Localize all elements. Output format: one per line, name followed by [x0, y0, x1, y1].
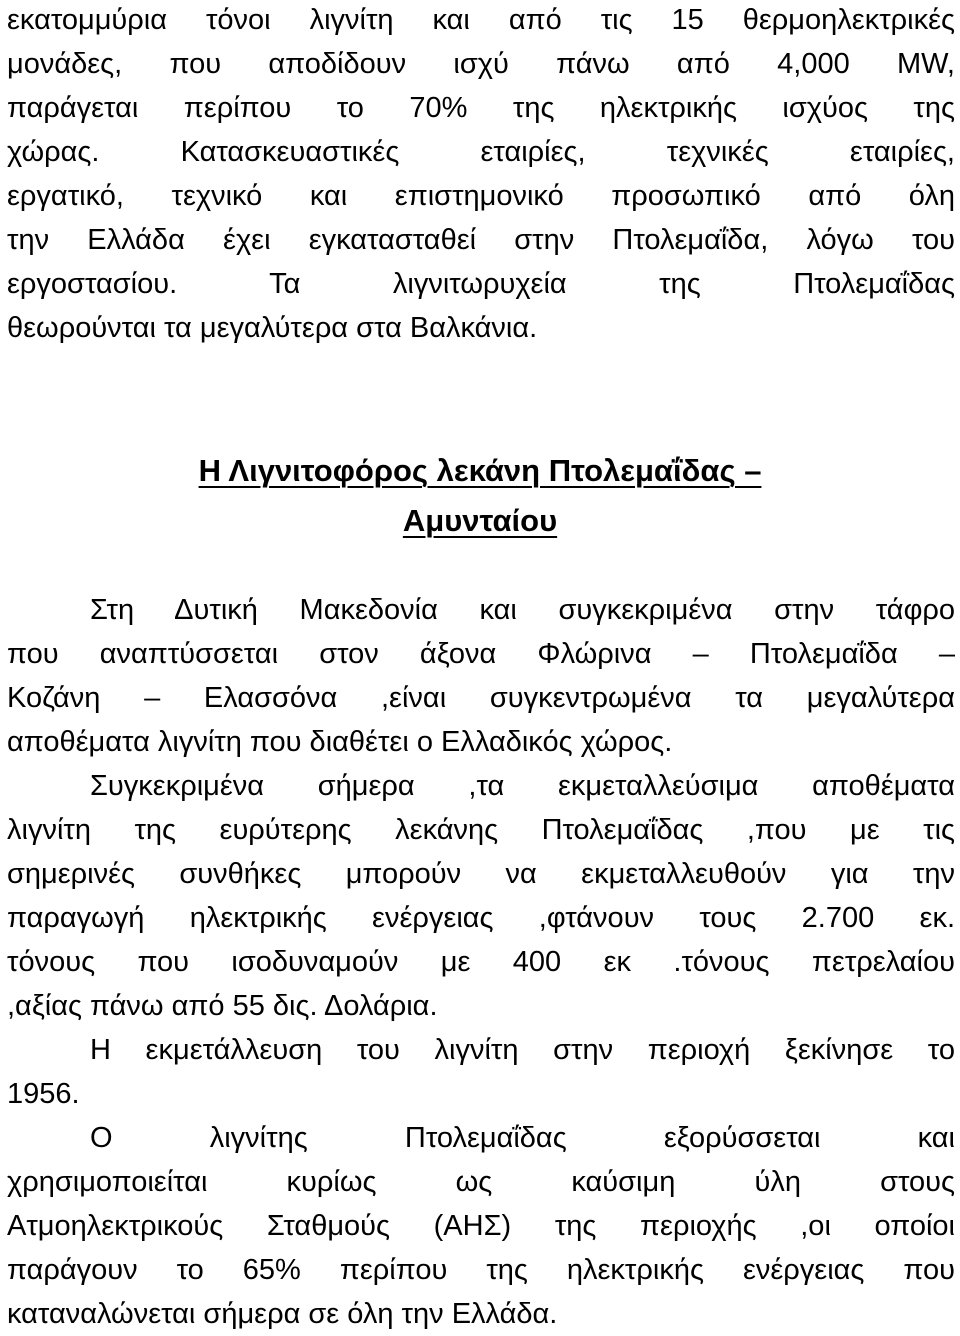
body-line: χρησιμοποιείται κυρίως ως καύσιμη ύλη στους [7, 1166, 955, 1198]
intro-line: εκατομμύρια τόνοι λιγνίτη και από τις 15 θερμοηλεκτρικές [7, 4, 955, 36]
body-line: λιγνίτη της ευρύτερης λεκάνης Πτολεμαΐδας ,που με τις [7, 814, 955, 846]
body-line: Συγκεκριμένα σήμερα ,τα εκμεταλλεύσιμα αποθέματα [90, 770, 955, 802]
section-heading-line1: Η Λιγνιτοφόρος λεκάνη Πτολεμαΐδας – [198, 453, 762, 488]
body-line: τόνους που ισοδυναμούν με 400 εκ .τόνους πετρελαίου [7, 946, 955, 978]
intro-line: θεωρούνται τα μεγαλύτερα στα Βαλκάνια. [7, 312, 538, 344]
body-line: παράγουν το 65% περίπου της ηλεκτρικής ενέργειας που [7, 1254, 955, 1286]
body-line: αποθέματα λιγνίτη που διαθέτει ο Ελλαδικός χώρος. [7, 726, 673, 758]
body-line: που αναπτύσσεται στον άξονα Φλώρινα – Πτολεμαΐδα – [7, 638, 955, 670]
body-line: Κοζάνη – Ελασσόνα ,είναι συγκεντρωμένα τα μεγαλύτερα [7, 682, 955, 714]
intro-line: μονάδες, που αποδίδουν ισχύ πάνω από 4,000 MW, [7, 48, 955, 80]
body-line: Ατμοηλεκτρικούς Σταθμούς (ΑΗΣ) της περιοχής ,οι οποίοι [7, 1210, 955, 1242]
body-line: καταναλώνεται σήμερα σε όλη την Ελλάδα. [7, 1298, 558, 1330]
body-line: Ο λιγνίτης Πτολεμαΐδας εξορύσσεται και [90, 1122, 955, 1154]
intro-line: εργοστασίου. Τα λιγνιτωρυχεία της Πτολεμαΐδας [7, 268, 955, 300]
intro-line: εργατικό, τεχνικό και επιστημονικό προσωπικό από όλη [7, 180, 955, 212]
body-line: Η εκμετάλλευση του λιγνίτη στην περιοχή ξεκίνησε το [90, 1034, 955, 1066]
body-line: παραγωγή ηλεκτρικής ενέργειας ,φτάνουν τους 2.700 εκ. [7, 902, 955, 934]
section-heading-line2: Αμυνταίου [402, 503, 558, 538]
intro-line: χώρας. Κατασκευαστικές εταιρίες, τεχνικές εταιρίες, [7, 136, 955, 168]
intro-line: παράγεται περίπου το 70% της ηλεκτρικής ισχύος της [7, 92, 955, 124]
body-line: ,αξίας πάνω από 55 δις. Δολάρια. [7, 990, 438, 1022]
body-line: σημερινές συνθήκες μπορούν να εκμεταλλευθούν για την [7, 858, 955, 890]
intro-line: την Ελλάδα έχει εγκατασταθεί στην Πτολεμαΐδα, λόγω του [7, 224, 955, 256]
body-line: 1956. [7, 1078, 80, 1110]
body-line: Στη Δυτική Μακεδονία και συγκεκριμένα στην τάφρο [90, 594, 955, 626]
